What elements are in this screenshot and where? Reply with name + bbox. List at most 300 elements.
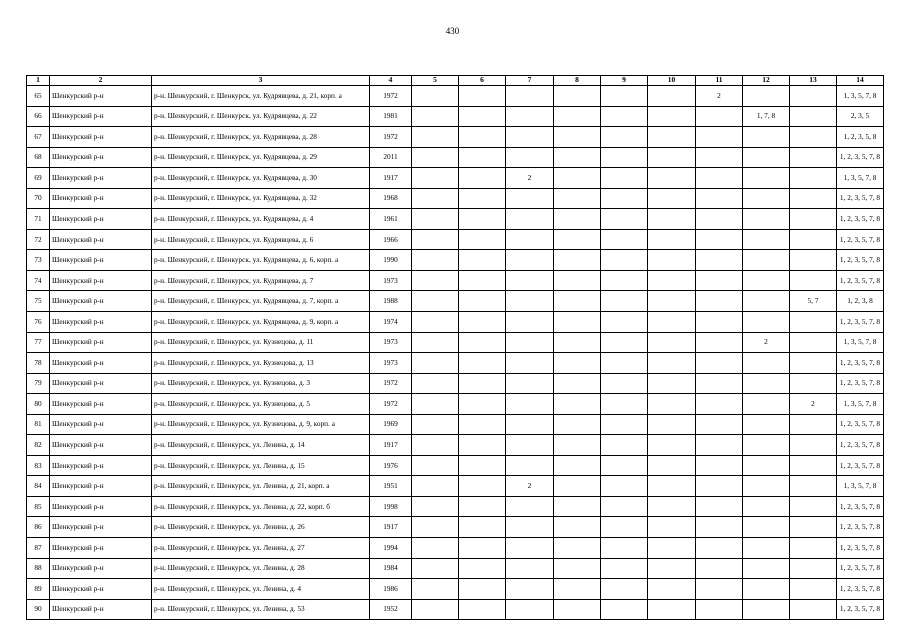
col8-cell bbox=[554, 291, 601, 312]
address-cell: р-н. Шенкурский, г. Шенкурск, ул. Кудрявцева, д. 30 bbox=[152, 168, 370, 189]
table-row bbox=[27, 127, 884, 148]
column-header: 2 bbox=[50, 76, 152, 86]
col6-cell bbox=[459, 517, 506, 538]
year-cell: 1973 bbox=[370, 332, 412, 353]
district-cell: Шенкурский р-н bbox=[50, 147, 152, 168]
col11-cell bbox=[696, 496, 743, 517]
address-cell: р-н. Шенкурский, г. Шенкурск, ул. Кудрявцева, д. 6 bbox=[152, 229, 370, 250]
col9-cell bbox=[601, 168, 648, 189]
col14-cell: 1, 2, 3, 5, 7, 8 bbox=[837, 312, 884, 333]
district-cell: Шенкурский р-н bbox=[50, 476, 152, 497]
address-cell: р-н. Шенкурский, г. Шенкурск, ул. Ленина, д. 15 bbox=[152, 455, 370, 476]
year-cell: 1951 bbox=[370, 476, 412, 497]
year-cell: 1968 bbox=[370, 188, 412, 209]
col7-cell bbox=[506, 209, 554, 230]
col10-cell bbox=[648, 373, 696, 394]
col10-cell bbox=[648, 250, 696, 271]
col5-cell bbox=[412, 250, 459, 271]
table-row bbox=[27, 435, 884, 456]
col14-cell: 1, 2, 3, 5, 7, 8 bbox=[837, 188, 884, 209]
col12-cell bbox=[743, 455, 790, 476]
col8-cell bbox=[554, 270, 601, 291]
col10-cell bbox=[648, 229, 696, 250]
col12-cell bbox=[743, 291, 790, 312]
col8-cell bbox=[554, 229, 601, 250]
year-cell: 1994 bbox=[370, 538, 412, 559]
table-row bbox=[27, 517, 884, 538]
col8-cell bbox=[554, 558, 601, 579]
address-cell: р-н. Шенкурский, г. Шенкурск, ул. Ленина, д. 26 bbox=[152, 517, 370, 538]
col7-cell bbox=[506, 517, 554, 538]
table-row bbox=[27, 579, 884, 600]
row-number: 88 bbox=[27, 558, 50, 579]
col11-cell bbox=[696, 312, 743, 333]
col6-cell bbox=[459, 270, 506, 291]
col14-cell: 1, 2, 3, 5, 7, 8 bbox=[837, 373, 884, 394]
col5-cell bbox=[412, 579, 459, 600]
district-cell: Шенкурский р-н bbox=[50, 209, 152, 230]
district-cell: Шенкурский р-н bbox=[50, 332, 152, 353]
col9-cell bbox=[601, 312, 648, 333]
col8-cell bbox=[554, 579, 601, 600]
col13-cell bbox=[790, 270, 837, 291]
col11-cell bbox=[696, 455, 743, 476]
table-row bbox=[27, 394, 884, 415]
table-row bbox=[27, 209, 884, 230]
col5-cell bbox=[412, 435, 459, 456]
col12-cell bbox=[743, 599, 790, 620]
col6-cell bbox=[459, 86, 506, 107]
col11-cell: 2 bbox=[696, 86, 743, 107]
col12-cell bbox=[743, 476, 790, 497]
col8-cell bbox=[554, 435, 601, 456]
table-body bbox=[27, 86, 884, 620]
row-number: 81 bbox=[27, 414, 50, 435]
col7-cell bbox=[506, 373, 554, 394]
col14-cell: 1, 2, 3, 5, 7, 8 bbox=[837, 599, 884, 620]
col7-cell bbox=[506, 353, 554, 374]
col14-cell: 1, 2, 3, 5, 7, 8 bbox=[837, 455, 884, 476]
table-row bbox=[27, 312, 884, 333]
col10-cell bbox=[648, 538, 696, 559]
year-cell: 1976 bbox=[370, 455, 412, 476]
address-cell: р-н. Шенкурский, г. Шенкурск, ул. Кузнецова, д. 9, корп. а bbox=[152, 414, 370, 435]
col6-cell bbox=[459, 332, 506, 353]
col11-cell bbox=[696, 209, 743, 230]
address-cell: р-н. Шенкурский, г. Шенкурск, ул. Ленина, д. 4 bbox=[152, 579, 370, 600]
col14-cell: 1, 2, 3, 5, 7, 8 bbox=[837, 209, 884, 230]
district-cell: Шенкурский р-н bbox=[50, 270, 152, 291]
address-cell: р-н. Шенкурский, г. Шенкурск, ул. Кудрявцева, д. 21, корп. а bbox=[152, 86, 370, 107]
table-row bbox=[27, 353, 884, 374]
column-header: 14 bbox=[837, 76, 884, 86]
col8-cell bbox=[554, 538, 601, 559]
column-header: 3 bbox=[152, 76, 370, 86]
col6-cell bbox=[459, 168, 506, 189]
row-number: 87 bbox=[27, 538, 50, 559]
row-number: 75 bbox=[27, 291, 50, 312]
col13-cell bbox=[790, 209, 837, 230]
col9-cell bbox=[601, 291, 648, 312]
col11-cell bbox=[696, 394, 743, 415]
col12-cell bbox=[743, 435, 790, 456]
col12-cell bbox=[743, 229, 790, 250]
col13-cell bbox=[790, 599, 837, 620]
col10-cell bbox=[648, 291, 696, 312]
col5-cell bbox=[412, 394, 459, 415]
col7-cell bbox=[506, 332, 554, 353]
address-cell: р-н. Шенкурский, г. Шенкурск, ул. Кудрявцева, д. 7, корп. а bbox=[152, 291, 370, 312]
col5-cell bbox=[412, 270, 459, 291]
col8-cell bbox=[554, 168, 601, 189]
col11-cell bbox=[696, 538, 743, 559]
col14-cell: 1, 2, 3, 5, 7, 8 bbox=[837, 229, 884, 250]
col11-cell bbox=[696, 168, 743, 189]
address-cell: р-н. Шенкурский, г. Шенкурск, ул. Кузнецова, д. 3 bbox=[152, 373, 370, 394]
col14-cell: 1, 2, 3, 5, 8 bbox=[837, 127, 884, 148]
col7-cell bbox=[506, 291, 554, 312]
col9-cell bbox=[601, 86, 648, 107]
col11-cell bbox=[696, 435, 743, 456]
table-row bbox=[27, 106, 884, 127]
year-cell: 1917 bbox=[370, 168, 412, 189]
col12-cell bbox=[743, 373, 790, 394]
district-cell: Шенкурский р-н bbox=[50, 599, 152, 620]
col14-cell: 1, 2, 3, 5, 7, 8 bbox=[837, 353, 884, 374]
year-cell: 1990 bbox=[370, 250, 412, 271]
table-row bbox=[27, 332, 884, 353]
year-cell: 1972 bbox=[370, 373, 412, 394]
col6-cell bbox=[459, 291, 506, 312]
column-header: 6 bbox=[459, 76, 506, 86]
row-number: 65 bbox=[27, 86, 50, 107]
col8-cell bbox=[554, 188, 601, 209]
address-cell: р-н. Шенкурский, г. Шенкурск, ул. Кузнецова, д. 13 bbox=[152, 353, 370, 374]
col7-cell bbox=[506, 455, 554, 476]
year-cell: 1988 bbox=[370, 291, 412, 312]
address-cell: р-н. Шенкурский, г. Шенкурск, ул. Кудрявцева, д. 29 bbox=[152, 147, 370, 168]
col13-cell bbox=[790, 188, 837, 209]
col5-cell bbox=[412, 291, 459, 312]
col5-cell bbox=[412, 517, 459, 538]
col11-cell bbox=[696, 373, 743, 394]
row-number: 71 bbox=[27, 209, 50, 230]
col8-cell bbox=[554, 332, 601, 353]
table-row bbox=[27, 455, 884, 476]
buildings-table bbox=[26, 75, 884, 620]
col8-cell bbox=[554, 209, 601, 230]
district-cell: Шенкурский р-н bbox=[50, 394, 152, 415]
year-cell: 1998 bbox=[370, 496, 412, 517]
col5-cell bbox=[412, 538, 459, 559]
col6-cell bbox=[459, 394, 506, 415]
col8-cell bbox=[554, 127, 601, 148]
col8-cell bbox=[554, 373, 601, 394]
col5-cell bbox=[412, 312, 459, 333]
col6-cell bbox=[459, 127, 506, 148]
row-number: 74 bbox=[27, 270, 50, 291]
address-cell: р-н. Шенкурский, г. Шенкурск, ул. Ленина, д. 28 bbox=[152, 558, 370, 579]
col14-cell: 1, 2, 3, 5, 7, 8 bbox=[837, 414, 884, 435]
col10-cell bbox=[648, 435, 696, 456]
col13-cell bbox=[790, 414, 837, 435]
col8-cell bbox=[554, 250, 601, 271]
row-number: 67 bbox=[27, 127, 50, 148]
year-cell: 1974 bbox=[370, 312, 412, 333]
col10-cell bbox=[648, 579, 696, 600]
col7-cell bbox=[506, 435, 554, 456]
col8-cell bbox=[554, 599, 601, 620]
col7-cell bbox=[506, 538, 554, 559]
col12-cell bbox=[743, 168, 790, 189]
col6-cell bbox=[459, 250, 506, 271]
address-cell: р-н. Шенкурский, г. Шенкурск, ул. Кудрявцева, д. 9, корп. а bbox=[152, 312, 370, 333]
year-cell: 1917 bbox=[370, 435, 412, 456]
col13-cell bbox=[790, 86, 837, 107]
year-cell: 1984 bbox=[370, 558, 412, 579]
district-cell: Шенкурский р-н bbox=[50, 86, 152, 107]
col6-cell bbox=[459, 579, 506, 600]
col14-cell: 1, 3, 5, 7, 8 bbox=[837, 476, 884, 497]
col9-cell bbox=[601, 435, 648, 456]
col14-cell: 1, 2, 3, 5, 7, 8 bbox=[837, 517, 884, 538]
col10-cell bbox=[648, 188, 696, 209]
table-row bbox=[27, 291, 884, 312]
col7-cell bbox=[506, 86, 554, 107]
col10-cell bbox=[648, 312, 696, 333]
col13-cell bbox=[790, 312, 837, 333]
col12-cell bbox=[743, 414, 790, 435]
col9-cell bbox=[601, 558, 648, 579]
column-header: 12 bbox=[743, 76, 790, 86]
col11-cell bbox=[696, 353, 743, 374]
col7-cell bbox=[506, 250, 554, 271]
col11-cell bbox=[696, 291, 743, 312]
col12-cell bbox=[743, 147, 790, 168]
col12-cell bbox=[743, 250, 790, 271]
district-cell: Шенкурский р-н bbox=[50, 291, 152, 312]
col7-cell bbox=[506, 599, 554, 620]
col6-cell bbox=[459, 353, 506, 374]
district-cell: Шенкурский р-н bbox=[50, 106, 152, 127]
col11-cell bbox=[696, 558, 743, 579]
row-number: 69 bbox=[27, 168, 50, 189]
col7-cell bbox=[506, 394, 554, 415]
col13-cell bbox=[790, 435, 837, 456]
col13-cell bbox=[790, 332, 837, 353]
col13-cell bbox=[790, 476, 837, 497]
col14-cell: 1, 2, 3, 5, 7, 8 bbox=[837, 435, 884, 456]
col5-cell bbox=[412, 168, 459, 189]
address-cell: р-н. Шенкурский, г. Шенкурск, ул. Ленина, д. 27 bbox=[152, 538, 370, 559]
col10-cell bbox=[648, 476, 696, 497]
col14-cell: 1, 2, 3, 5, 7, 8 bbox=[837, 579, 884, 600]
col10-cell bbox=[648, 414, 696, 435]
col6-cell bbox=[459, 414, 506, 435]
col14-cell: 1, 3, 5, 7, 8 bbox=[837, 86, 884, 107]
district-cell: Шенкурский р-н bbox=[50, 229, 152, 250]
col9-cell bbox=[601, 332, 648, 353]
address-cell: р-н. Шенкурский, г. Шенкурск, ул. Ленина, д. 53 bbox=[152, 599, 370, 620]
address-cell: р-н. Шенкурский, г. Шенкурск, ул. Ленина, д. 14 bbox=[152, 435, 370, 456]
column-header: 9 bbox=[601, 76, 648, 86]
row-number: 86 bbox=[27, 517, 50, 538]
table-row bbox=[27, 86, 884, 107]
col6-cell bbox=[459, 435, 506, 456]
col7-cell bbox=[506, 188, 554, 209]
col13-cell bbox=[790, 168, 837, 189]
col14-cell: 1, 3, 5, 7, 8 bbox=[837, 394, 884, 415]
col9-cell bbox=[601, 250, 648, 271]
column-header: 8 bbox=[554, 76, 601, 86]
col7-cell bbox=[506, 558, 554, 579]
col7-cell bbox=[506, 414, 554, 435]
address-cell: р-н. Шенкурский, г. Шенкурск, ул. Кудрявцева, д. 4 bbox=[152, 209, 370, 230]
col12-cell bbox=[743, 353, 790, 374]
column-header: 11 bbox=[696, 76, 743, 86]
col13-cell bbox=[790, 147, 837, 168]
col5-cell bbox=[412, 353, 459, 374]
row-number: 82 bbox=[27, 435, 50, 456]
col10-cell bbox=[648, 455, 696, 476]
year-cell: 1961 bbox=[370, 209, 412, 230]
col6-cell bbox=[459, 476, 506, 497]
col5-cell bbox=[412, 127, 459, 148]
col9-cell bbox=[601, 517, 648, 538]
col14-cell: 1, 2, 3, 5, 7, 8 bbox=[837, 147, 884, 168]
district-cell: Шенкурский р-н bbox=[50, 373, 152, 394]
district-cell: Шенкурский р-н bbox=[50, 414, 152, 435]
col7-cell bbox=[506, 496, 554, 517]
table-row bbox=[27, 168, 884, 189]
col6-cell bbox=[459, 312, 506, 333]
col9-cell bbox=[601, 496, 648, 517]
col8-cell bbox=[554, 106, 601, 127]
col10-cell bbox=[648, 353, 696, 374]
col11-cell bbox=[696, 579, 743, 600]
col8-cell bbox=[554, 476, 601, 497]
year-cell: 1966 bbox=[370, 229, 412, 250]
row-number: 70 bbox=[27, 188, 50, 209]
year-cell: 2011 bbox=[370, 147, 412, 168]
col13-cell bbox=[790, 496, 837, 517]
address-cell: р-н. Шенкурский, г. Шенкурск, ул. Кудрявцева, д. 6, корп. а bbox=[152, 250, 370, 271]
col10-cell bbox=[648, 599, 696, 620]
col6-cell bbox=[459, 147, 506, 168]
col5-cell bbox=[412, 599, 459, 620]
col7-cell bbox=[506, 270, 554, 291]
col8-cell bbox=[554, 86, 601, 107]
row-number: 76 bbox=[27, 312, 50, 333]
col13-cell bbox=[790, 538, 837, 559]
col11-cell bbox=[696, 332, 743, 353]
col9-cell bbox=[601, 270, 648, 291]
table-row bbox=[27, 558, 884, 579]
col13-cell bbox=[790, 558, 837, 579]
col6-cell bbox=[459, 538, 506, 559]
col10-cell bbox=[648, 332, 696, 353]
col9-cell bbox=[601, 209, 648, 230]
address-cell: р-н. Шенкурский, г. Шенкурск, ул. Кузнецова, д. 11 bbox=[152, 332, 370, 353]
page-number: 430 bbox=[445, 26, 460, 36]
table-row bbox=[27, 229, 884, 250]
col11-cell bbox=[696, 229, 743, 250]
year-cell: 1972 bbox=[370, 127, 412, 148]
table-row bbox=[27, 270, 884, 291]
col5-cell bbox=[412, 147, 459, 168]
table-row bbox=[27, 147, 884, 168]
row-number: 77 bbox=[27, 332, 50, 353]
col11-cell bbox=[696, 188, 743, 209]
col6-cell bbox=[459, 558, 506, 579]
col11-cell bbox=[696, 270, 743, 291]
col12-cell bbox=[743, 270, 790, 291]
row-number: 73 bbox=[27, 250, 50, 271]
col5-cell bbox=[412, 188, 459, 209]
year-cell: 1973 bbox=[370, 270, 412, 291]
col12-cell bbox=[743, 127, 790, 148]
col9-cell bbox=[601, 394, 648, 415]
col13-cell bbox=[790, 127, 837, 148]
col9-cell bbox=[601, 476, 648, 497]
col7-cell bbox=[506, 229, 554, 250]
col5-cell bbox=[412, 86, 459, 107]
col10-cell bbox=[648, 558, 696, 579]
col11-cell bbox=[696, 414, 743, 435]
col13-cell: 2 bbox=[790, 394, 837, 415]
col13-cell bbox=[790, 579, 837, 600]
address-cell: р-н. Шенкурский, г. Шенкурск, ул. Кудрявцева, д. 22 bbox=[152, 106, 370, 127]
row-number: 85 bbox=[27, 496, 50, 517]
table-row bbox=[27, 476, 884, 497]
row-number: 89 bbox=[27, 579, 50, 600]
row-number: 90 bbox=[27, 599, 50, 620]
col6-cell bbox=[459, 599, 506, 620]
year-cell: 1972 bbox=[370, 86, 412, 107]
column-header: 13 bbox=[790, 76, 837, 86]
col12-cell bbox=[743, 394, 790, 415]
row-number: 84 bbox=[27, 476, 50, 497]
address-cell: р-н. Шенкурский, г. Шенкурск, ул. Кузнецова, д. 5 bbox=[152, 394, 370, 415]
district-cell: Шенкурский р-н bbox=[50, 579, 152, 600]
row-number: 66 bbox=[27, 106, 50, 127]
col5-cell bbox=[412, 476, 459, 497]
col9-cell bbox=[601, 229, 648, 250]
col14-cell: 1, 2, 3, 5, 7, 8 bbox=[837, 250, 884, 271]
col5-cell bbox=[412, 106, 459, 127]
col14-cell: 1, 2, 3, 5, 7, 8 bbox=[837, 558, 884, 579]
col8-cell bbox=[554, 517, 601, 538]
year-cell: 1972 bbox=[370, 394, 412, 415]
col9-cell bbox=[601, 147, 648, 168]
col14-cell: 1, 2, 3, 8 bbox=[837, 291, 884, 312]
col11-cell bbox=[696, 250, 743, 271]
district-cell: Шенкурский р-н bbox=[50, 455, 152, 476]
col9-cell bbox=[601, 353, 648, 374]
district-cell: Шенкурский р-н bbox=[50, 517, 152, 538]
table-row bbox=[27, 373, 884, 394]
district-cell: Шенкурский р-н bbox=[50, 168, 152, 189]
col7-cell: 2 bbox=[506, 476, 554, 497]
col12-cell bbox=[743, 188, 790, 209]
col9-cell bbox=[601, 599, 648, 620]
col9-cell bbox=[601, 414, 648, 435]
col12-cell bbox=[743, 579, 790, 600]
col12-cell bbox=[743, 209, 790, 230]
col13-cell bbox=[790, 353, 837, 374]
district-cell: Шенкурский р-н bbox=[50, 188, 152, 209]
col6-cell bbox=[459, 229, 506, 250]
